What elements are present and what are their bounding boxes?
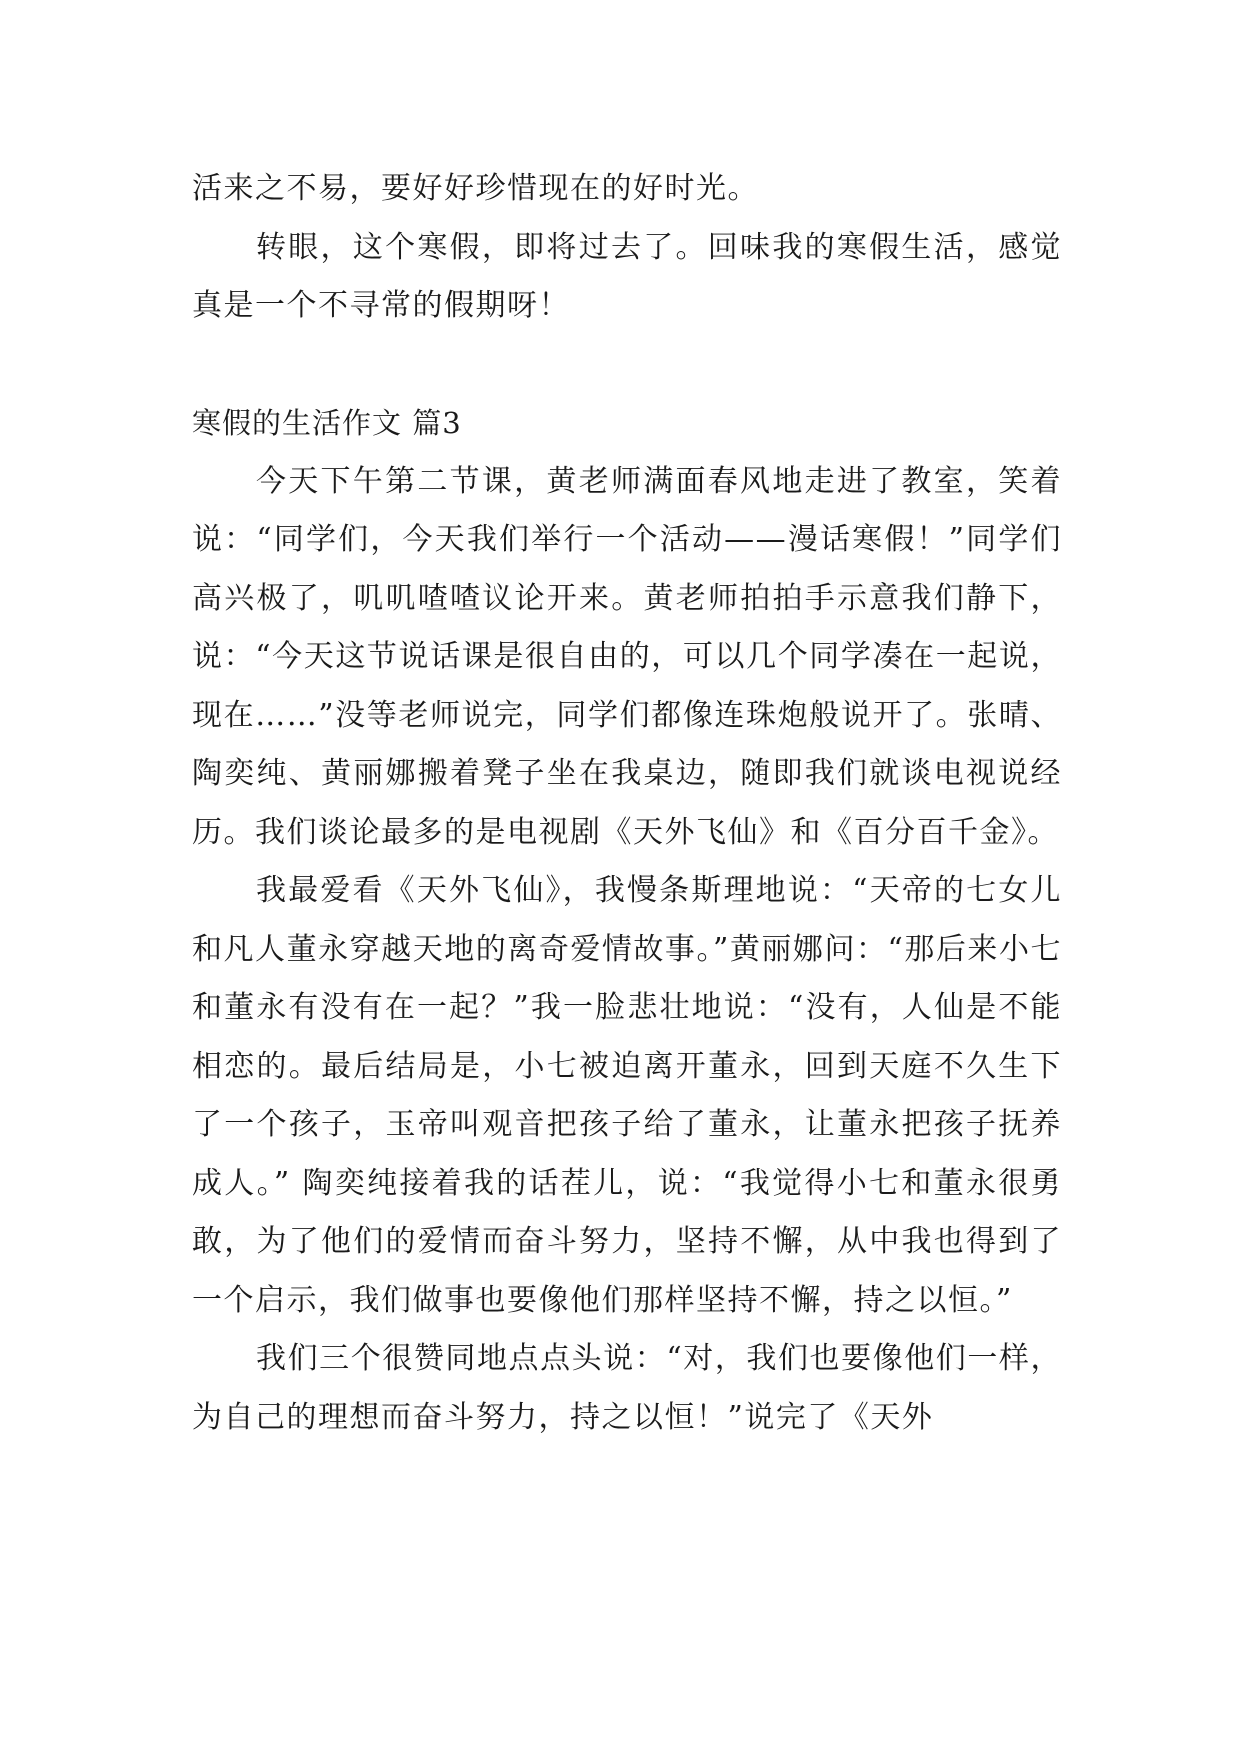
paragraph-class-activity: 今天下午第二节课，黄老师满面春风地走进了教室，笑着说：“同学们，今天我们举行一个活动——漫话寒假！”同学们高兴极了，叽叽喳喳议论开来。黄老师拍拍手示意我们静下，说：“今天这节说话课是很自由的，可以几个同学凑在一起说，现在……”没等老师说完，同学们都像连珠炮般说开了。张晴、陶奕纯、黄丽娜搬着凳子坐在我桌边，随即我们就谈电视说经历。我们谈论最多的是电视剧《天外飞仙》和《百分百千金》。 (192, 463, 1062, 850)
paragraph-tv-discussion: 我最爱看《天外飞仙》，我慢条斯理地说：“天帝的七女儿和凡人董永穿越天地的离奇爱情故事。”黄丽娜问：“那后来小七和董永有没有在一起？”我一脸悲壮地说：“没有，人仙是不能相恋的。最后结局是，小七被迫离开董永，回到天庭不久生下了一个孩子，玉帝叫观音把孩子给了董永，让董永把孩子抚养成人。” 陶奕纯接着我的话茬儿，说：“我觉得小七和董永很勇敢，为了他们的爱情而奋斗努力，坚持不懈，从中我也得到了一个启示，我们做事也要像他们那样坚持不懈，持之以恒。” (192, 873, 1062, 1318)
paragraph-agreement: 我们三个很赞同地点点头说：“对，我们也要像他们一样，为自己的理想而奋斗努力，持之以恒！”说完了《天外 (192, 1341, 1062, 1435)
section-title: 寒假的生活作文 篇3 (192, 406, 462, 440)
paragraph-continued: 活来之不易，要好好珍惜现在的好时光。 (192, 171, 759, 206)
document-body (192, 160, 1062, 1447)
paragraph-winter-break-summary: 转眼，这个寒假，即将过去了。回味我的寒假生活，感觉真是一个不寻常的假期呀！ (192, 229, 1062, 323)
